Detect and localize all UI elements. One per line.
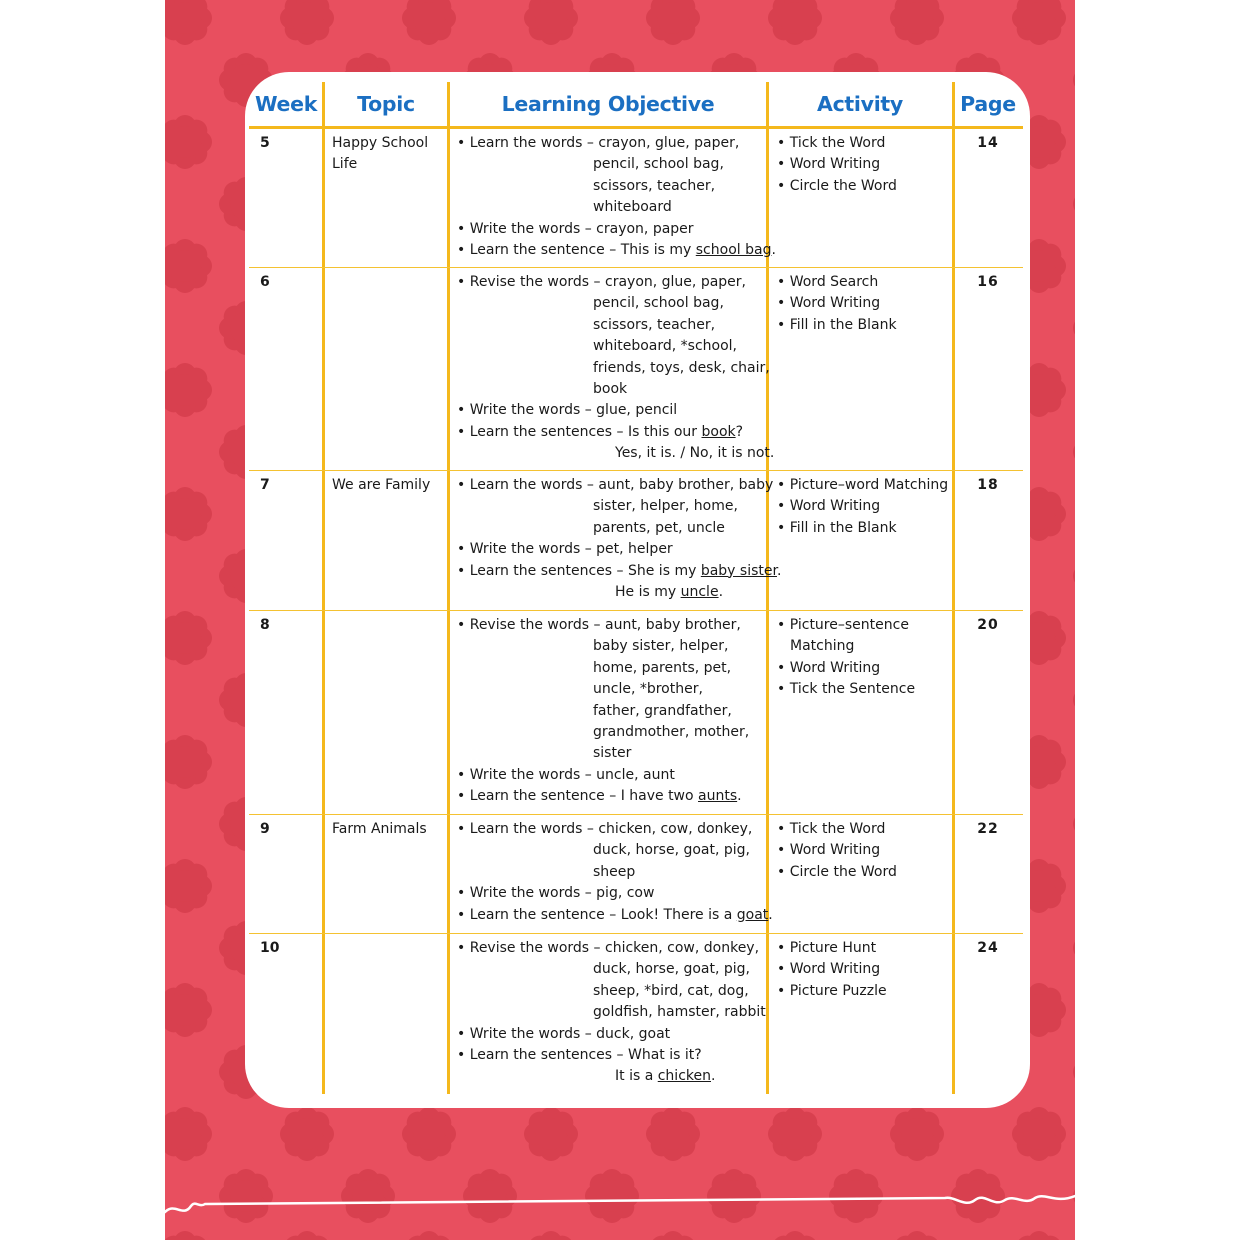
objective-line: sheep xyxy=(593,863,636,880)
learning-objective xyxy=(457,133,776,261)
page-number: 16 xyxy=(977,274,999,290)
objective-line: father, grandfather, xyxy=(593,702,732,719)
flower-shape xyxy=(646,1107,700,1161)
topic-label: Farm Animals xyxy=(332,821,427,837)
objective-line: sister, helper, home, xyxy=(593,498,738,515)
flower-shape xyxy=(1012,1107,1066,1161)
objective-line: • Learn the sentence – I have two aunts. xyxy=(457,786,749,807)
column-divider xyxy=(322,82,325,1094)
objective-line: • Write the words – pig, cow xyxy=(457,883,773,904)
objective-line: home, parents, pet, xyxy=(593,659,732,676)
flower-shape xyxy=(165,1231,212,1240)
objective-line: • Learn the sentence – Look! There is a goat. xyxy=(457,905,773,926)
flower-shape xyxy=(1073,549,1075,603)
learning-objective xyxy=(457,272,774,465)
activity-item: • Picture–word Matching xyxy=(777,475,948,496)
activity-item: • Word Writing xyxy=(777,154,897,175)
activity-item: • Word Writing xyxy=(777,840,897,861)
learning-objective xyxy=(457,938,766,1088)
decorative-wave-line xyxy=(165,1190,1075,1230)
flower-shape xyxy=(165,735,212,789)
activity-item: • Tick the Word xyxy=(777,133,897,154)
week-number: 8 xyxy=(260,617,270,633)
flower-shape xyxy=(890,1107,944,1161)
flower-shape xyxy=(890,0,944,45)
objective-line: • Revise the words – aunt, baby brother, xyxy=(457,615,749,636)
flower-shape xyxy=(768,1107,822,1161)
flower-shape xyxy=(1073,53,1075,107)
topic-label: We are Family xyxy=(332,477,431,493)
activity-item: • Word Writing xyxy=(777,293,897,314)
flower-shape xyxy=(280,1231,334,1240)
row-divider xyxy=(249,933,1023,934)
objective-line: parents, pet, uncle xyxy=(593,519,725,536)
topic-label: Happy School Life xyxy=(332,135,429,173)
flower-shape xyxy=(280,1107,334,1161)
header-learning-objective: Learning Objective xyxy=(501,92,715,116)
activity-item: • Circle the Word xyxy=(777,862,897,883)
objective-line: • Write the words – pet, helper xyxy=(457,539,781,560)
column-divider xyxy=(447,82,450,1094)
objective-line: • Learn the words – chicken, cow, donkey, xyxy=(457,819,773,840)
activity-item: • Picture–sentence xyxy=(777,615,915,636)
learning-objective xyxy=(457,615,749,808)
activity-item: • Picture Puzzle xyxy=(777,981,887,1002)
page-number: 14 xyxy=(977,135,999,151)
flower-shape xyxy=(1073,301,1075,355)
activity-list xyxy=(777,819,897,883)
week-number: 10 xyxy=(260,940,280,956)
flower-shape xyxy=(1073,921,1075,975)
row-divider xyxy=(249,610,1023,611)
page-number: 20 xyxy=(977,617,999,633)
objective-line: • Write the words – duck, goat xyxy=(457,1024,766,1045)
flower-shape xyxy=(402,1107,456,1161)
activity-item: • Word Writing xyxy=(777,496,948,517)
learning-objective xyxy=(457,475,781,603)
flower-shape xyxy=(524,1231,578,1240)
objective-line: scissors, teacher, xyxy=(593,177,716,194)
week-number: 9 xyxy=(260,821,270,837)
objective-line: duck, horse, goat, pig, xyxy=(593,842,751,859)
flower-shape xyxy=(165,363,212,417)
flower-shape xyxy=(768,1231,822,1240)
activity-item: • Word Writing xyxy=(777,658,915,679)
activity-item: Matching xyxy=(790,638,855,655)
row-divider xyxy=(249,470,1023,471)
header-topic: Topic xyxy=(357,92,415,116)
week-number: 6 xyxy=(260,274,270,290)
flower-shape xyxy=(1012,0,1066,45)
activity-item: • Word Search xyxy=(777,272,897,293)
objective-line: • Write the words – uncle, aunt xyxy=(457,765,749,786)
flower-shape xyxy=(890,1231,944,1240)
objective-line: • Learn the sentences – What is it? xyxy=(457,1045,766,1066)
objective-line: • Write the words – glue, pencil xyxy=(457,400,774,421)
objective-line: • Learn the words – crayon, glue, paper, xyxy=(457,133,776,154)
flower-shape xyxy=(165,487,212,541)
page-number: 22 xyxy=(977,821,999,837)
learning-objective xyxy=(457,819,773,926)
page-number: 18 xyxy=(977,477,999,493)
flower-shape xyxy=(165,1107,212,1161)
objective-line: whiteboard, *school, xyxy=(593,338,737,355)
objective-line: • Revise the words – crayon, glue, paper, xyxy=(457,272,774,293)
page-number: 24 xyxy=(977,940,999,956)
activity-item: • Circle the Word xyxy=(777,176,897,197)
activity-list xyxy=(777,272,897,336)
objective-line: He is my uncle. xyxy=(615,583,724,600)
objective-line: Yes, it is. / No, it is not. xyxy=(615,445,775,462)
flower-shape xyxy=(165,115,212,169)
objective-line: baby sister, helper, xyxy=(593,638,729,655)
activity-list xyxy=(777,133,897,197)
activity-list xyxy=(777,615,915,701)
objective-line: • Learn the sentences – Is this our book? xyxy=(457,422,774,443)
objective-line: pencil, school bag, xyxy=(593,295,724,312)
objective-line: sheep, *bird, cat, dog, xyxy=(593,982,749,999)
objective-line: friends, toys, desk, chair, xyxy=(593,359,770,376)
row-divider xyxy=(249,267,1023,268)
flower-shape xyxy=(165,611,212,665)
flower-shape xyxy=(646,1231,700,1240)
objective-line: • Write the words – crayon, paper xyxy=(457,219,776,240)
activity-list xyxy=(777,475,948,539)
flower-shape xyxy=(165,859,212,913)
flower-shape xyxy=(524,1107,578,1161)
week-number: 7 xyxy=(260,477,270,493)
objective-line: It is a chicken. xyxy=(615,1068,716,1085)
objective-line: duck, horse, goat, pig, xyxy=(593,961,751,978)
objective-line: grandmother, mother, xyxy=(593,723,750,740)
flower-shape xyxy=(768,0,822,45)
activity-item: • Fill in the Blank xyxy=(777,518,948,539)
flower-shape xyxy=(1073,673,1075,727)
objective-line: sister xyxy=(593,745,632,762)
objective-line: pencil, school bag, xyxy=(593,156,724,173)
header-week: Week xyxy=(254,92,318,116)
flower-shape xyxy=(646,0,700,45)
objective-line: goldfish, hamster, rabbit xyxy=(593,1004,766,1021)
objective-line: • Revise the words – chicken, cow, donkey, xyxy=(457,938,766,959)
objective-line: • Learn the sentences – She is my baby sister. xyxy=(457,561,781,582)
header-page: Page xyxy=(960,92,1016,116)
flower-shape xyxy=(1073,425,1075,479)
week-number: 5 xyxy=(260,135,270,151)
header-activity: Activity xyxy=(817,92,903,116)
activity-item: • Word Writing xyxy=(777,959,887,980)
objective-line: • Learn the words – aunt, baby brother, baby xyxy=(457,475,781,496)
objective-line: uncle, *brother, xyxy=(593,681,703,698)
row-divider xyxy=(249,814,1023,815)
objective-line: book xyxy=(593,380,628,397)
flower-shape xyxy=(165,0,212,45)
flower-shape xyxy=(402,0,456,45)
flower-shape xyxy=(165,983,212,1037)
objective-line: whiteboard xyxy=(593,199,672,216)
flower-shape xyxy=(1073,1045,1075,1099)
activity-item: • Fill in the Blank xyxy=(777,315,897,336)
flower-shape xyxy=(1073,797,1075,851)
flower-shape xyxy=(1073,177,1075,231)
activity-list xyxy=(777,938,887,1002)
activity-item: • Picture Hunt xyxy=(777,938,887,959)
activity-item: • Tick the Sentence xyxy=(777,679,915,700)
flower-shape xyxy=(402,1231,456,1240)
objective-line: • Learn the sentence – This is my school bag. xyxy=(457,240,776,261)
flower-shape xyxy=(524,0,578,45)
flower-shape xyxy=(1012,1231,1066,1240)
activity-item: • Tick the Word xyxy=(777,819,897,840)
flower-shape xyxy=(165,239,212,293)
objective-line: scissors, teacher, xyxy=(593,316,716,333)
flower-shape xyxy=(280,0,334,45)
header-divider xyxy=(249,126,1023,129)
